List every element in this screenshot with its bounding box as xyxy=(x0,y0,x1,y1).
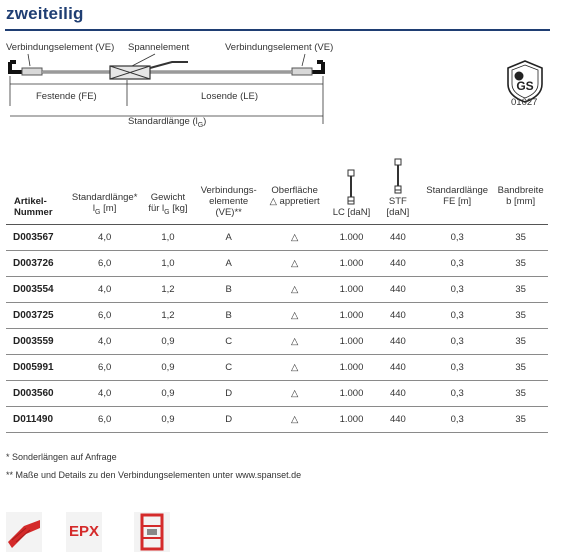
table-row xyxy=(6,303,548,329)
verbindungselement-cell: B xyxy=(196,277,261,303)
oberflaeche-cell: △ xyxy=(261,355,328,381)
verbindungselement-cell: A xyxy=(196,251,261,277)
oberflaeche-cell: △ xyxy=(261,329,328,355)
gewicht-cell: 0,9 xyxy=(140,407,197,433)
bandbreite-cell: 35 xyxy=(493,277,548,303)
standardlaenge-cell: 6,0 xyxy=(70,355,140,381)
stf-cell: 440 xyxy=(375,355,421,381)
table-row xyxy=(6,329,548,355)
header-standardlaenge-fe: Standardlänge FE [m] xyxy=(421,158,493,225)
fe-laenge-cell: 0,3 xyxy=(421,251,493,277)
gewicht-cell: 0,9 xyxy=(140,355,197,381)
bandbreite-cell: 35 xyxy=(493,225,548,251)
label-festende: Festende (FE) xyxy=(36,91,97,102)
table-row xyxy=(6,407,548,433)
lc-cell: 1.000 xyxy=(328,329,374,355)
table-row xyxy=(6,277,548,303)
oberflaeche-cell: △ xyxy=(261,251,328,277)
label-standardlaenge: Standardlänge $(l_G)$ xyxy=(128,116,207,129)
standardlaenge-cell: 4,0 xyxy=(70,329,140,355)
standardlaenge-cell: 6,0 xyxy=(70,303,140,329)
artikel-nummer-cell: D011490 xyxy=(6,407,70,433)
bandbreite-cell: 35 xyxy=(493,355,548,381)
epx-badge xyxy=(66,512,102,552)
stf-cell: 440 xyxy=(375,251,421,277)
fe-laenge-cell: 0,3 xyxy=(421,355,493,381)
fe-laenge-cell: 0,3 xyxy=(421,225,493,251)
standardlaenge-cell: 6,0 xyxy=(70,251,140,277)
artikel-nummer-cell: D003554 xyxy=(6,277,70,303)
specifications-table xyxy=(6,158,548,433)
header-lc: LC [daN] xyxy=(328,158,374,225)
stf-cell: 440 xyxy=(375,329,421,355)
verbindungselement-cell: B xyxy=(196,303,261,329)
fe-laenge-cell: 0,3 xyxy=(421,303,493,329)
gewicht-cell: 1,2 xyxy=(140,303,197,329)
stf-cell: 440 xyxy=(375,407,421,433)
oberflaeche-cell: △ xyxy=(261,303,328,329)
oberflaeche-cell: △ xyxy=(261,225,328,251)
gewicht-cell: 0,9 xyxy=(140,329,197,355)
label-ve-right: Verbindungselement (VE) xyxy=(225,42,334,53)
artikel-nummer-cell: D003726 xyxy=(6,251,70,277)
certification-code: 01027 xyxy=(511,97,538,108)
lc-cell: 1.000 xyxy=(328,277,374,303)
table-row xyxy=(6,225,548,251)
header-oberflaeche: Oberfläche △ appretiert xyxy=(261,158,328,225)
verbindungselement-cell: C xyxy=(196,355,261,381)
standardlaenge-cell: 4,0 xyxy=(70,277,140,303)
bandbreite-cell: 35 xyxy=(493,381,548,407)
fe-laenge-cell: 0,3 xyxy=(421,277,493,303)
label-ve-left: Verbindungselement (VE) xyxy=(6,42,115,53)
bandbreite-cell: 35 xyxy=(493,329,548,355)
red-webbing-strap-icon xyxy=(6,512,42,552)
table-row xyxy=(6,251,548,277)
artikel-nummer-cell: D003725 xyxy=(6,303,70,329)
lc-cell: 1.000 xyxy=(328,251,374,277)
header-verbindungselemente: Verbindungs- elemente (VE)** xyxy=(196,158,261,225)
title-divider xyxy=(5,29,550,31)
svg-text:GS: GS xyxy=(516,79,534,93)
lc-cell: 1.000 xyxy=(328,407,374,433)
verbindungselement-cell: C xyxy=(196,329,261,355)
artikel-nummer-cell: D003560 xyxy=(6,381,70,407)
ratchet-tensioner-icon xyxy=(134,512,170,552)
label-spannelement: Spannelement xyxy=(128,42,190,53)
table-row xyxy=(6,355,548,381)
bandbreite-cell: 35 xyxy=(493,251,548,277)
oberflaeche-cell: △ xyxy=(261,381,328,407)
gewicht-cell: 1,0 xyxy=(140,251,197,277)
stf-cell: 440 xyxy=(375,277,421,303)
verbindungselement-cell: D xyxy=(196,381,261,407)
lashing-strap-diagram xyxy=(0,36,345,136)
epx-label: EPX xyxy=(66,512,102,552)
standardlaenge-cell: 6,0 xyxy=(70,407,140,433)
stf-cell: 440 xyxy=(375,381,421,407)
artikel-nummer-cell: D003559 xyxy=(6,329,70,355)
verbindungselement-cell: A xyxy=(196,225,261,251)
lc-cell: 1.000 xyxy=(328,381,374,407)
lc-cell: 1.000 xyxy=(328,303,374,329)
header-bandbreite: Bandbreite b [mm] xyxy=(493,158,548,225)
label-losende: Losende (LE) xyxy=(201,91,259,102)
artikel-nummer-cell: D003567 xyxy=(6,225,70,251)
gewicht-cell: 1,2 xyxy=(140,277,197,303)
fe-laenge-cell: 0,3 xyxy=(421,329,493,355)
header-gewicht: Gewicht für $l_G$ [kg] xyxy=(140,158,197,225)
stf-cell: 440 xyxy=(375,303,421,329)
oberflaeche-cell: △ xyxy=(261,407,328,433)
footnote-verbindungselemente: ** Maße und Details zu den Verbindungselementen unter www.spanset.de xyxy=(6,470,302,480)
bandbreite-cell: 35 xyxy=(493,303,548,329)
standard-tension-force-icon xyxy=(392,158,404,194)
lashing-capacity-icon xyxy=(345,169,357,205)
gewicht-cell: 1,0 xyxy=(140,225,197,251)
page-title: zweiteilig xyxy=(6,4,84,23)
verbindungselement-cell: D xyxy=(196,407,261,433)
table-row xyxy=(6,381,548,407)
artikel-nummer-cell: D005991 xyxy=(6,355,70,381)
footnote-sonderlaengen: * Sonderlängen auf Anfrage xyxy=(6,452,117,462)
lc-cell: 1.000 xyxy=(328,355,374,381)
header-standardlaenge: Standardlänge* $l_G$ [m] xyxy=(70,158,140,225)
table-header-row xyxy=(6,158,548,225)
standardlaenge-cell: 4,0 xyxy=(70,225,140,251)
fe-laenge-cell: 0,3 xyxy=(421,381,493,407)
fe-laenge-cell: 0,3 xyxy=(421,407,493,433)
header-stf: STF [daN] xyxy=(375,158,421,225)
stf-cell: 440 xyxy=(375,225,421,251)
oberflaeche-cell: △ xyxy=(261,277,328,303)
bandbreite-cell: 35 xyxy=(493,407,548,433)
header-artikel: Artikel- Nummer xyxy=(6,158,70,225)
gewicht-cell: 0,9 xyxy=(140,381,197,407)
lc-cell: 1.000 xyxy=(328,225,374,251)
standardlaenge-cell: 4,0 xyxy=(70,381,140,407)
